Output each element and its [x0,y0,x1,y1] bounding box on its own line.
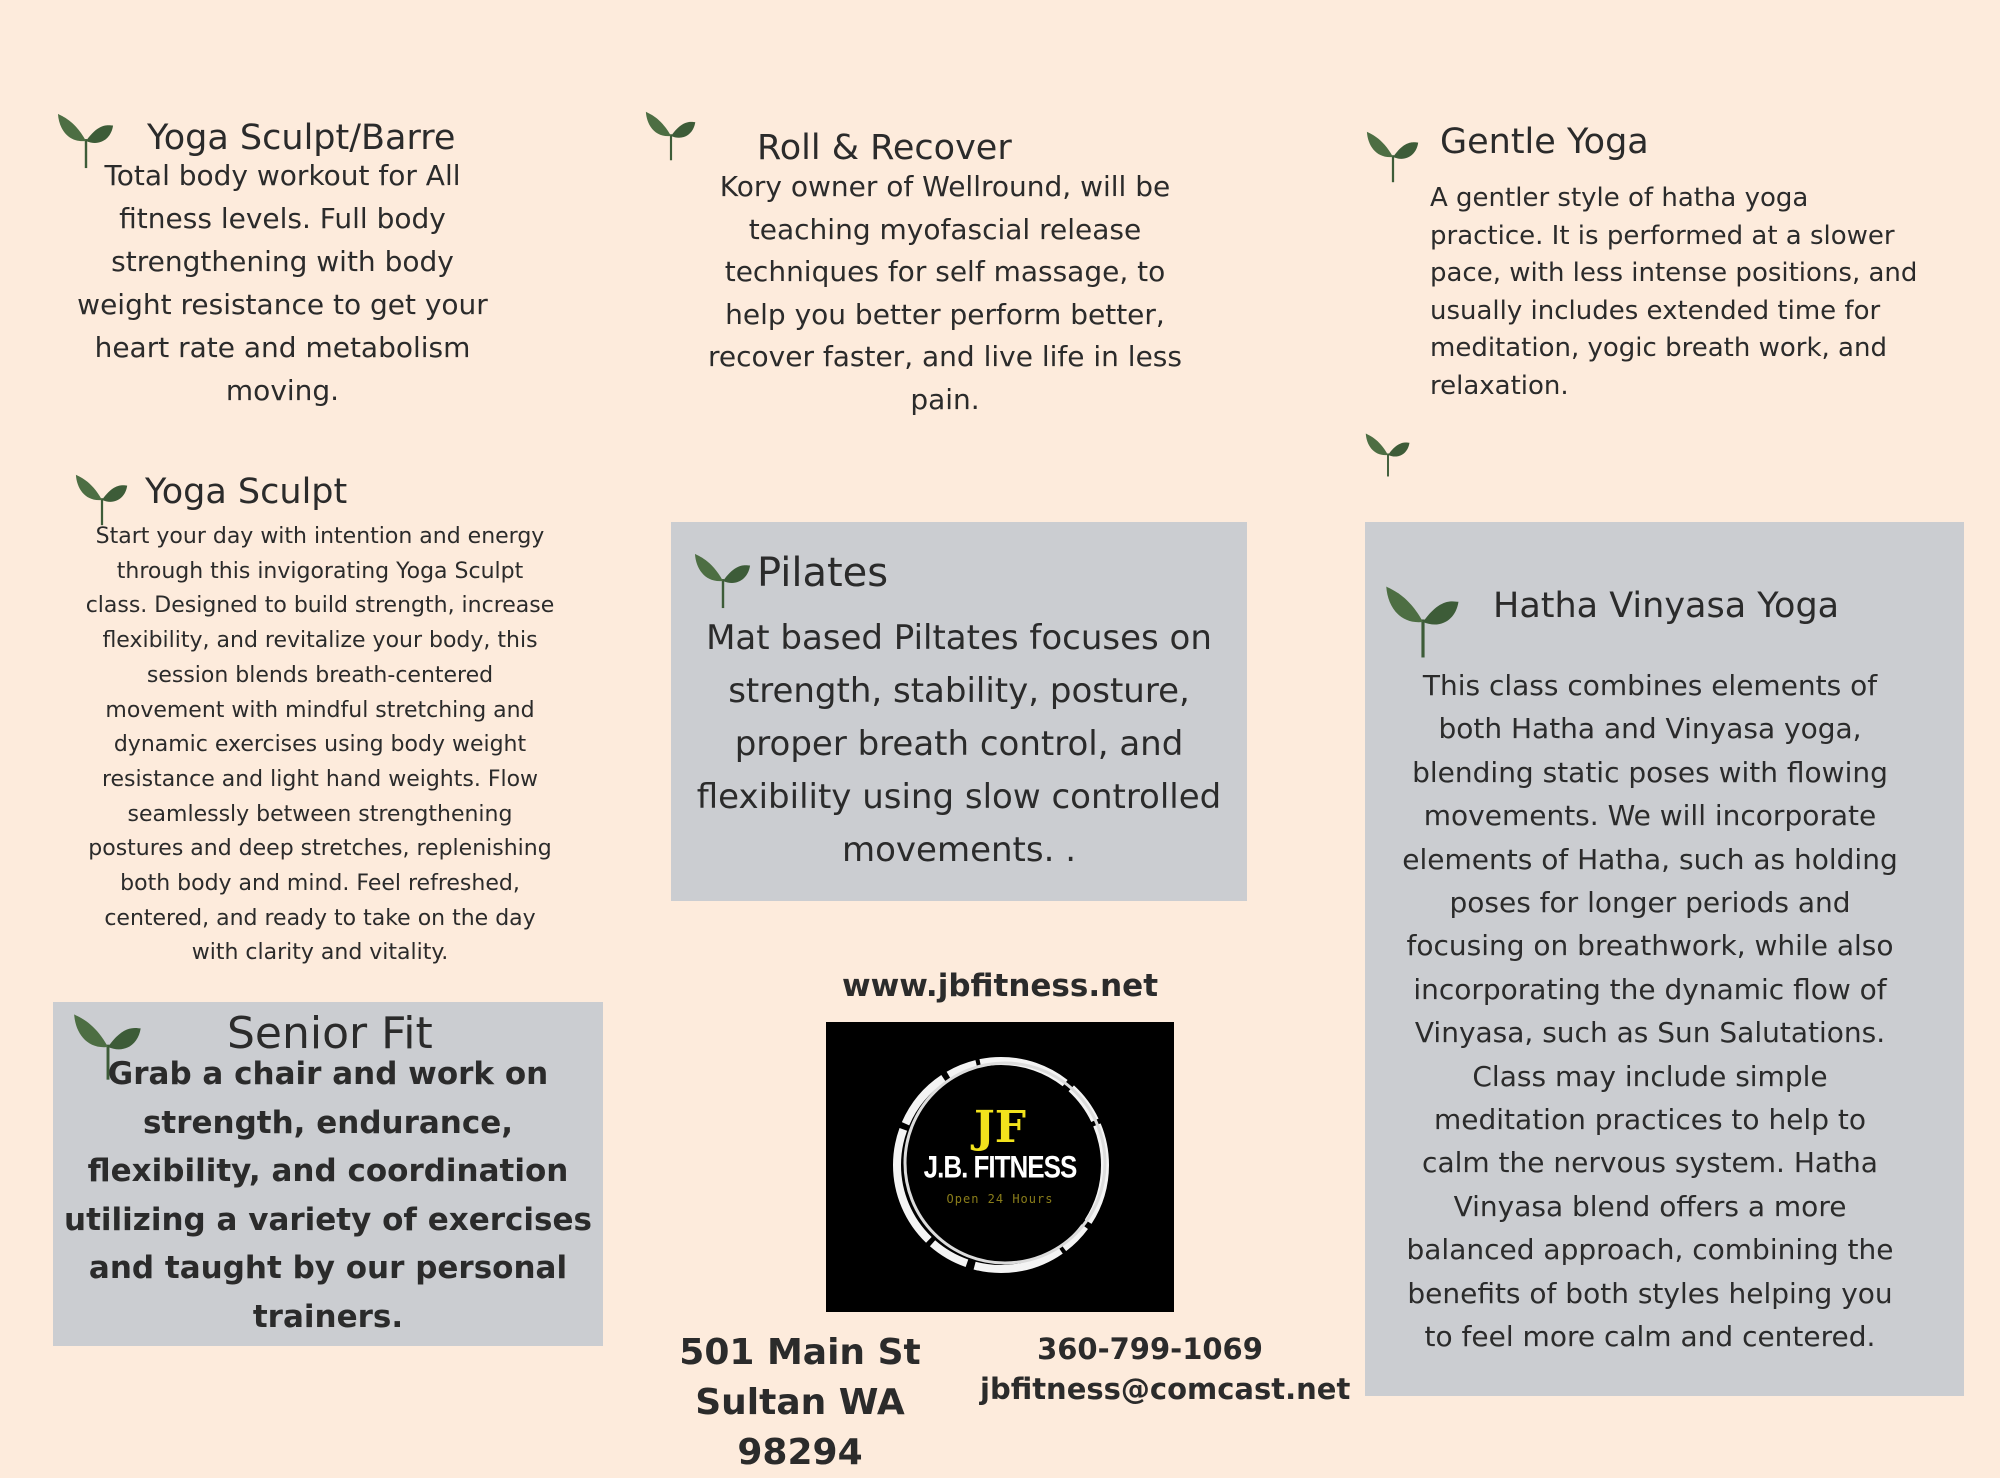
senior-fit-description: Grab a chair and work on strength, endurance, flexibility, and coordination utilizing a variety of exercises and taught by our personal trainers. [64,1056,592,1335]
yoga-sculpt-title: Yoga Sculpt [145,472,348,512]
address-line-2: Sultan WA 98294 [695,1382,905,1473]
roll-recover-title: Roll & Recover [757,128,1012,168]
yoga-sculpt-barre-title: Yoga Sculpt/Barre [147,118,456,158]
sprout-leaf-icon [1365,432,1411,478]
hatha-vinyasa-title: Hatha Vinyasa Yoga [1493,586,1840,626]
pilates-box [671,522,1247,901]
address [640,1328,960,1478]
senior-fit-title: Senior Fit [227,1008,433,1059]
sprout-leaf-icon [693,552,753,610]
logo-tagline: Open 24 Hours [946,1192,1054,1206]
pilates-description: Mat based Piltates focuses on strength, stability, posture, proper breath control, and flexibility using slow controlled movements. . [696,618,1222,870]
website-link[interactable]: www.jbfitness.net [842,968,1159,1004]
pilates-title: Pilates [757,550,889,596]
address-line-1: 501 Main St [679,1332,921,1373]
hatha-vinyasa-description: This class combines elements of both Hatha and Vinyasa yoga, blending static poses with flowing movements. We will incorporate elements of Hatha, such as holding poses for longer periods and focusing on breathwork, while also incorporating the dynamic flow of Vinyasa, such as Sun Salutations. Class may include simple meditation practices to help to calm the nervous system. Hatha Vinyasa blend offers a more balanced approach, combining the benefits of both styles helping you to feel more calm and centered. [1402,669,1898,1354]
yoga-sculpt-description: Start your day with intention and energy through this invigorating Yoga Sculpt class. Designed to build strength, increase flexibility, and revitalize your body, this session blends breath-centered movement with mindful stretching and dynamic exercises using body weight resistance and light hand weights. Flow seamlessly between strengthening postures and deep stretches, replenishing both body and mind. Feel refreshed, centered, and ready to take on the day with clarity and vitality. [85,524,555,966]
phone-number[interactable]: 360-799-1069 [1037,1332,1263,1366]
gentle-yoga-title: Gentle Yoga [1440,122,1649,162]
gentle-yoga-description: A gentler style of hatha yoga practice. It is performed at a slower pace, with less intense positions, and usually includes extended time for meditation, yogic breath work, and relaxation. [1430,183,1918,401]
senior-fit-box [53,1002,603,1346]
sprout-leaf-icon [74,473,130,527]
email-address[interactable]: jbfitness@comcast.net [980,1372,1351,1406]
logo-name: J.B. FITNESS [923,1148,1077,1185]
sprout-leaf-icon [645,110,697,162]
sprout-leaf-icon [1365,130,1421,184]
yoga-sculpt-barre-description: Total body workout for All fitness levels. Full body strengthening with body weight resistance to get your heart rate and metabolism moving. [77,159,488,407]
logo-initials: JF [973,1102,1027,1153]
jb-fitness-logo [826,1022,1174,1312]
roll-recover-description: Kory owner of Wellround, will be teaching myofascial release techniques for self massage, to help you better perform better, recover faster, and live life in less pain. [708,170,1182,416]
hatha-vinyasa-box [1365,522,1964,1396]
sprout-leaf-icon [1385,584,1461,660]
